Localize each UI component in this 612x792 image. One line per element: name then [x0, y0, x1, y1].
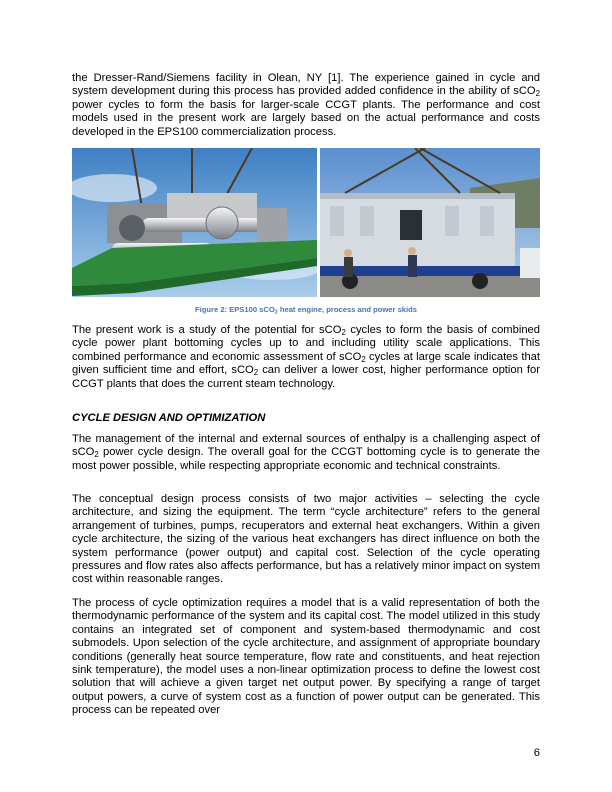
figure-photos	[72, 148, 540, 297]
subscript: 2	[253, 368, 259, 378]
subscript: 2	[361, 354, 366, 364]
subscript: 2	[535, 89, 540, 99]
section-heading: CYCLE DESIGN AND OPTIMIZATION	[72, 412, 266, 424]
page-number: 6	[533, 747, 540, 759]
paragraph-enthalpy-management	[72, 433, 540, 473]
paragraph-intro-continuation	[72, 72, 540, 139]
text-run: the Dresser-Rand/Siemens facility in Olean, NY [1]. The experience gained in cycle and system development during this process has provided added confidence in the ability of sCO	[72, 72, 540, 98]
power-skid-photo	[320, 148, 540, 297]
text-run: power cycle design. The overall goal for the CCGT bottoming cycle is to generate the most power possible, while respecting appropriate economic and technical constraints.	[72, 446, 540, 472]
text-run: The process of cycle optimization requires a model that is a valid representation of both the thermodynamic performance of the system and its capital cost. The model utilized in this study contains an integrated set of component and system-based thermodynamic and cost submodels. Upon selection of the cycle architecture, and assignment of appropriate boundary conditions (generally heat source temperature, flow rate and constituents, and heat rejection sink temperature), the model uses a non-linear optimization process to define the lowest cost solution that will achieve a given target net output power. By specifying a range of target output powers, a curve of system cost as a function of power output can be generated. This process can be repeated over	[72, 597, 540, 717]
subscript: 2	[341, 327, 346, 337]
text-run: The conceptual design process consists of two major activities – selecting the cycle architecture, and sizing the equipment. The term “cycle architecture” refers to the general arrangement of turbines, pumps, recuperators and external heat exchangers. Within a given cycle architecture, the sizing of the various heat exchangers has direct influence on both the system performance (power output) and capital cost. Selection of the cycle operating pressures and flow rates also affects performance, but has a relatively minor impact on system cost within reasonable ranges.	[72, 493, 541, 586]
text-run: cycles at large scale indicates that given sufficient time and effort, sCO	[72, 350, 541, 377]
text-run: cycles to form the basis of combined cycle power plant bottoming cycles up to and including utility scale applications. This combined performance and economic assessment of sCO	[72, 324, 540, 363]
subscript: 2	[94, 450, 99, 460]
text-run: The present work is a study of the potential for sCO	[72, 324, 342, 336]
paragraph-cycle-optimization	[72, 597, 540, 718]
paragraph-conceptual-design	[72, 493, 540, 587]
text-run: The management of the internal and external sources of enthalpy is a challenging aspect of sCO	[72, 433, 540, 459]
text-run: power cycles to form the basis for larger-scale CCGT plants. The performance and cost models used in the present work are largely based on the actual performance and costs developed in the EPS100 commercialization process.	[72, 98, 540, 138]
figure-caption	[72, 305, 540, 314]
process-skid-photo	[72, 148, 317, 297]
paragraph-present-work	[72, 324, 540, 391]
text-run: Figure 2: EPS100 sCO	[195, 305, 275, 314]
text-run: heat engine, process and power skids	[277, 305, 417, 314]
text-run: can deliver a lower cost, higher performance option for CCGT plants that does the current steam technology.	[72, 364, 540, 390]
subscript: 2	[274, 309, 278, 316]
